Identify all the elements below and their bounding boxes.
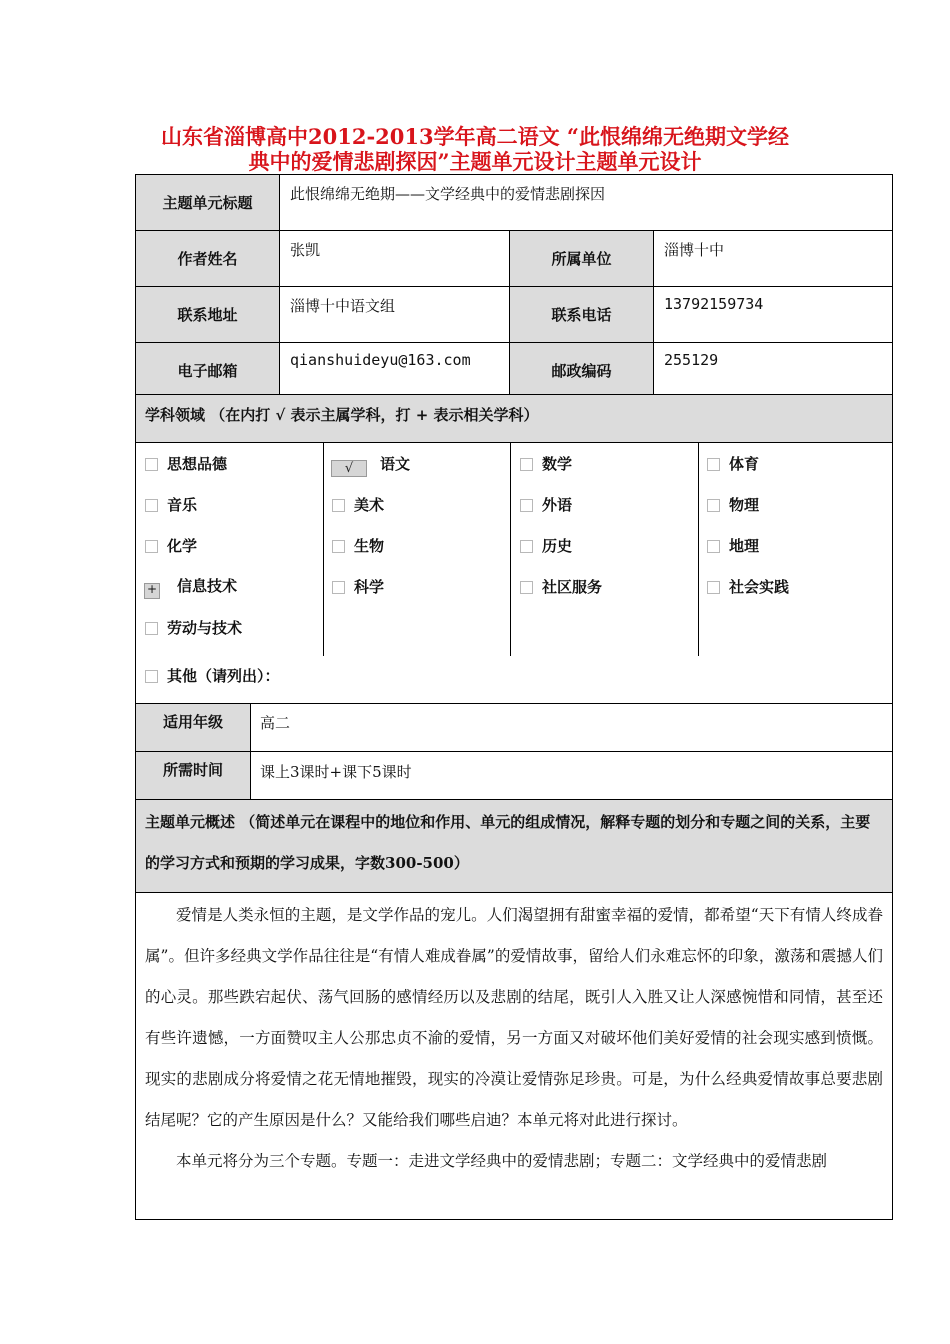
checkbox-icon[interactable] — [520, 499, 533, 512]
overview-heading-band — [136, 799, 892, 893]
grade-label: 适用年级 — [136, 704, 251, 751]
subject-heading: 学科领域 （在内打 √ 表示主属学科，打 + 表示相关学科） — [145, 406, 539, 424]
option-label: 体育 — [729, 455, 760, 473]
checkbox-icon[interactable] — [145, 622, 158, 635]
email-value: qianshuideyu@163.com — [280, 343, 510, 399]
option-label: 物理 — [729, 496, 760, 514]
author-value: 张凯 — [280, 231, 510, 287]
unit-value: 淄博十中 — [654, 231, 893, 287]
author-label: 作者姓名 — [136, 231, 280, 287]
option-label: 劳动与技术 — [167, 619, 243, 637]
subject-option-social-practice[interactable] — [707, 576, 789, 597]
overview-paragraph: 爱情是人类永恒的主题，是文学作品的宠儿。人们渴望拥有甜蜜幸福的爱情，都希望“天下有情人终成眷属”。但许多经典文学作品往往是“有情人难成眷属”的爱情故事，留给人们永难忘怀的印象，激荡和震撼人们的心灵。那些跌宕起伏、荡气回肠的感情经历以及悲剧的结尾，既引人入胜又让人深感惋惜和同情，甚至还有些许遗憾，一方面赞叹主人公那忠贞不渝的爱情，另一方面又对破坏他们美好爱情的社会现实感到愤慨。现实的悲剧成分将爱情之花无情地摧毁，现实的冷漠让爱情弥足珍贵。可是，为什么经典爱情故事总要悲剧结尾呢？它的产生原因是什么？又能给我们哪些启迪？本单元将对此进行探讨。 — [145, 906, 883, 1129]
subject-option-moral[interactable] — [145, 453, 227, 474]
column-divider — [510, 442, 511, 656]
subject-option-foreign-language[interactable] — [520, 494, 572, 515]
postcode-label: 邮政编码 — [510, 343, 654, 399]
subject-section — [135, 394, 893, 1220]
subject-option-other[interactable] — [145, 665, 280, 686]
time-value: 课上3课时+课下5课时 — [260, 763, 412, 781]
overview-body — [145, 895, 883, 1182]
option-label: 社区服务 — [542, 578, 603, 596]
checkbox-icon[interactable] — [145, 670, 158, 683]
subject-option-biology[interactable] — [332, 535, 384, 556]
option-label: 其他（请列出）： — [167, 667, 280, 685]
checkbox-icon[interactable] — [145, 540, 158, 553]
check-mark-icon[interactable]: √ — [331, 460, 367, 477]
option-label: 外语 — [542, 496, 573, 514]
phone-value: 13792159734 — [654, 287, 893, 343]
checkbox-icon[interactable] — [707, 499, 720, 512]
grade-value: 高二 — [260, 714, 291, 732]
checkbox-icon[interactable] — [520, 458, 533, 471]
subject-option-labor[interactable] — [145, 617, 242, 638]
checkbox-icon[interactable] — [520, 581, 533, 594]
column-divider — [698, 442, 699, 656]
address-label: 联系地址 — [136, 287, 280, 343]
option-label: 音乐 — [167, 496, 198, 514]
subject-option-science[interactable] — [332, 576, 384, 597]
subject-option-art[interactable] — [332, 494, 384, 515]
email-row — [136, 343, 893, 399]
phone-label: 联系电话 — [510, 287, 654, 343]
option-label: 数学 — [542, 455, 573, 473]
option-label: 美术 — [354, 496, 385, 514]
info-table — [135, 174, 893, 399]
postcode-value: 255129 — [654, 343, 893, 399]
topic-row — [136, 175, 893, 231]
subject-option-math[interactable] — [520, 453, 572, 474]
option-label: 地理 — [729, 537, 760, 555]
subject-option-community-service[interactable] — [520, 576, 602, 597]
subject-option-chinese[interactable] — [331, 453, 410, 477]
checkbox-icon[interactable] — [145, 458, 158, 471]
overview-paragraph: 本单元将分为三个专题。专题一：走进文学经典中的爱情悲剧；专题二：文学经典中的爱情悲剧 — [176, 1152, 828, 1170]
subject-option-it[interactable] — [144, 575, 237, 599]
overview-heading: 主题单元概述 （简述单元在课程中的地位和作用、单元的组成情况，解释专题的划分和专题之间的关系，主要的学习方式和预期的学习成果，字数300-500） — [145, 813, 871, 872]
topic-value: 此恨绵绵无绝期——文学经典中的爱情悲剧探因 — [280, 175, 893, 231]
option-label: 化学 — [167, 537, 198, 555]
option-label: 信息技术 — [177, 577, 238, 595]
option-label: 历史 — [542, 537, 573, 555]
checkbox-icon[interactable] — [332, 581, 345, 594]
title-line-1: 山东省淄博高中2012-2013学年高二语文 “此恨绵绵无绝期文学经 — [161, 124, 789, 149]
unit-label: 所属单位 — [510, 231, 654, 287]
author-row — [136, 231, 893, 287]
time-label: 所需时间 — [136, 752, 251, 799]
subject-option-history[interactable] — [520, 535, 572, 556]
address-value: 淄博十中语文组 — [280, 287, 510, 343]
option-label: 思想品德 — [167, 455, 228, 473]
document-title — [120, 124, 830, 174]
subject-option-chemistry[interactable] — [145, 535, 197, 556]
checkbox-icon[interactable] — [707, 581, 720, 594]
subject-option-pe[interactable] — [707, 453, 759, 474]
subject-option-physics[interactable] — [707, 494, 759, 515]
option-label: 社会实践 — [729, 578, 790, 596]
email-label: 电子邮箱 — [136, 343, 280, 399]
checkbox-icon[interactable] — [332, 499, 345, 512]
subject-heading-band — [136, 395, 892, 443]
topic-label: 主题单元标题 — [136, 175, 280, 231]
plus-checkbox-icon[interactable]: + — [144, 583, 160, 599]
option-label: 生物 — [354, 537, 385, 555]
title-line-2: 典中的爱情悲剧探因”主题单元设计主题单元设计 — [248, 149, 702, 174]
option-label: 语文 — [380, 455, 411, 473]
checkbox-icon[interactable] — [145, 499, 158, 512]
subject-option-geography[interactable] — [707, 535, 759, 556]
checkbox-icon[interactable] — [332, 540, 345, 553]
checkbox-icon[interactable] — [707, 458, 720, 471]
address-row — [136, 287, 893, 343]
checkbox-icon[interactable] — [520, 540, 533, 553]
option-label: 科学 — [354, 578, 385, 596]
checkbox-icon[interactable] — [707, 540, 720, 553]
column-divider — [323, 442, 324, 656]
subject-option-music[interactable] — [145, 494, 197, 515]
